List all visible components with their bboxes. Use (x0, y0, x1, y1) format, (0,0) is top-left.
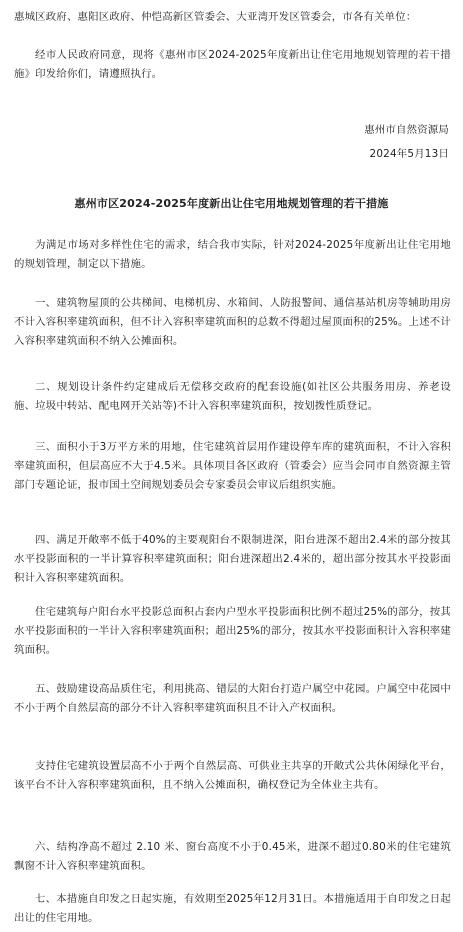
paragraph-measure-5-supplement: 支持住宅建筑设置层高不小于两个自然层高、可供业主共享的开敞式公共休闲绿化平台，该平台不计入容积率建筑面积，且不纳入公摊面积，确权登记为全体业主共有。 (14, 760, 451, 791)
paragraph-measure-5: 五、鼓励建设高品质住宅，利用挑高、错层的大阳台打造户属空中花园。户属空中花园中不小于两个自然层高的部分不计入容积率建筑面积且不计入产权面积。 (14, 683, 451, 714)
paragraph-preamble: 为满足市场对多样性住宅的需求，结合我市实际，针对2024-2025年度新出让住宅用地的规划管理，制定以下措施。 (14, 239, 451, 270)
paragraph-measure-2: 二、规划设计条件约定建成后无偿移交政府的配套设施(如社区公共服务用房、养老设施、垃圾中转站、配电网开关站等)不计入容积率建筑面积，按划拨性质登记。 (14, 381, 451, 412)
issue-date: 2024年5月13日 (369, 148, 449, 160)
paragraph-measure-6: 六、结构净高不超过 2.10 米、窗台高度不小于0.45米，进深不超过0.80米的住宅建筑飘窗不计入容积率建筑面积。 (14, 841, 451, 872)
issuer-name: 惠州市自然资源局 (364, 124, 449, 136)
intro-paragraph: 经市人民政府同意，现将《惠州市区2024-2025年度新出让住宅用地规划管理的若干措施》印发给你们，请遵照执行。 (14, 49, 451, 80)
paragraph-measure-7: 七、本措施自印发之日起实施，有效期至2025年12月31日。本措施适用于自印发之日起出让的住宅用地。 (14, 893, 451, 924)
recipients-line: 惠城区政府、惠阳区政府、仲恺高新区管委会、大亚湾开发区管委会，市各有关单位： (14, 11, 417, 23)
paragraph-measure-4: 四、满足开敞率不低于40%的主要观阳台不限制进深，阳台进深不超出2.4米的部分按其水平投影面积的一半计算容积率建筑面积；阳台进深超出2.4米的，超出部分按其水平投影面积计入容积率建筑面积。 (14, 534, 451, 584)
paragraph-measure-1: 一、建筑物屋顶的公共梯间、电梯机房、水箱间、人防报警间、通信基站机房等辅助用房不计入容积率建筑面积，但不计入容积率建筑面积的总数不得超过屋顶面积的25%。上述不计入容积率建筑面积不纳入公摊面积。 (14, 297, 451, 347)
document-title: 惠州市区2024-2025年度新出让住宅用地规划管理的若干措施 (74, 197, 389, 210)
paragraph-measure-3: 三、面积小于3万平方米的用地，住宅建筑首层用作建设停车库的建筑面积，不计入容积率建筑面积，但层高应不大于4.5米。具体项目各区政府（管委会）应当会同市自然资源主管部门专题论证，报市国土空间规划委员会专家委员会审议后组织实施。 (14, 441, 451, 491)
paragraph-measure-4-supplement: 住宅建筑每户阳台水平投影总面积占套内户型水平投影面积比例不超过25%的部分，按其水平投影面积的一半计入容积率建筑面积；超出25%的部分，按其水平投影面积计入容积率建筑面积。 (14, 606, 451, 656)
